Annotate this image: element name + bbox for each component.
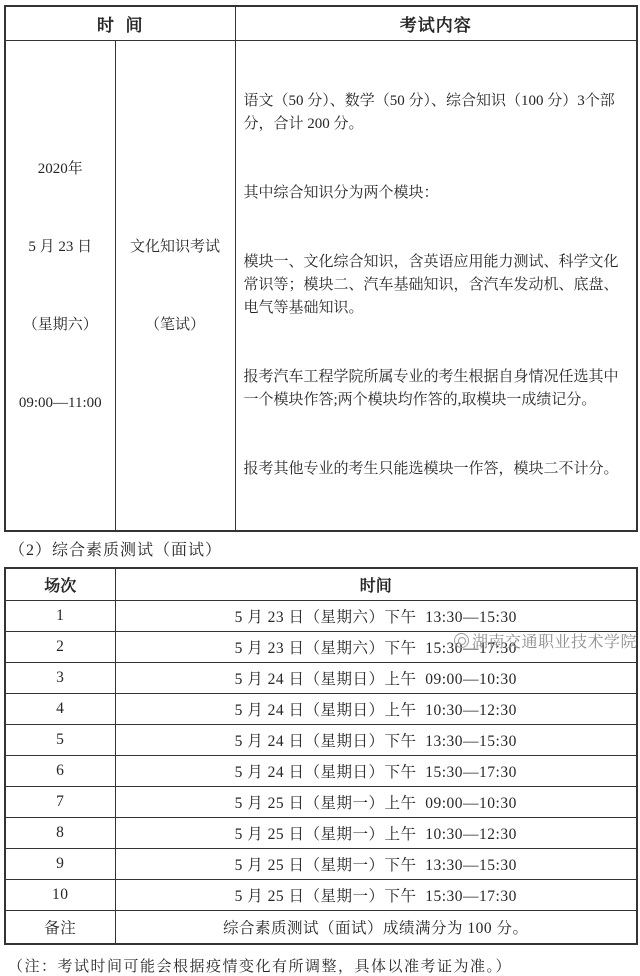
exam-content-cell: [235, 41, 637, 532]
content-paragraph: 语文（50 分）、数学（50 分）、综合知识（100 分）3个部分，合计 200 分。: [243, 93, 615, 132]
table1-header-content: 考试内容: [235, 6, 637, 41]
section-heading: （2）综合素质测试（面试）: [9, 542, 223, 559]
exam-weekday: （星期六）: [22, 316, 98, 333]
exam-name-line2: （笔试）: [144, 316, 205, 333]
session-number: 5: [5, 725, 115, 756]
exam-datetime-cell: [5, 41, 115, 532]
table-row: [5, 818, 637, 849]
session-number: 9: [5, 849, 115, 880]
session-number: 10: [5, 880, 115, 911]
content-paragraph: 其中综合知识分为两个模块：: [243, 185, 439, 201]
table2-header-session: 场次: [5, 568, 115, 601]
content-paragraph: 报考汽车工程学院所属专业的考生根据自身情况任选其中一个模块作答;两个模块均作答的,取模块一成绩记分。: [243, 369, 619, 408]
session-time: 5 月 23 日（星期六）下午 15:30—17:30: [115, 632, 637, 663]
remark-text: 综合素质测试（面试）成绩满分为 100 分。: [115, 911, 637, 945]
session-time: 5 月 25 日（星期一）上午 10:30—12:30: [115, 818, 637, 849]
session-time: 5 月 25 日（星期一）下午 15:30—17:30: [115, 880, 637, 911]
table-row: [5, 41, 637, 532]
session-time: 5 月 24 日（星期日）下午 13:30—15:30: [115, 725, 637, 756]
session-number: 3: [5, 663, 115, 694]
table-row: [5, 568, 637, 601]
exam-name-cell: [115, 41, 235, 532]
table-row: [5, 663, 637, 694]
session-time: 5 月 23 日（星期六）下午 13:30—15:30: [115, 601, 637, 632]
school-logo-icon: [454, 633, 469, 648]
session-time: 5 月 24 日（星期日）上午 10:30—12:30: [115, 694, 637, 725]
exam-time-range: 09:00—11:00: [18, 394, 102, 411]
session-time: 5 月 25 日（星期一）上午 09:00—10:30: [115, 787, 637, 818]
session-number: 7: [5, 787, 115, 818]
table-row: [5, 849, 637, 880]
table-row: [5, 787, 637, 818]
table-row: [5, 880, 637, 911]
exam-name-line1: 文化知识考试: [129, 238, 220, 255]
footnote: （注：考试时间可能会根据疫情变化有所调整，具体以准考证为准。）: [8, 959, 513, 975]
table-row: [5, 756, 637, 787]
exam-date: 5 月 23 日: [28, 238, 93, 255]
session-time: 5 月 25 日（星期一）下午 13:30—15:30: [115, 849, 637, 880]
table-row: [5, 601, 637, 632]
watermark: [454, 629, 637, 652]
session-time: 5 月 24 日（星期日）上午 09:00—10:30: [115, 663, 637, 694]
table1-header-time: 时 间: [5, 6, 235, 41]
watermark-text: 湖南交通职业技术学院: [471, 634, 637, 651]
exam-year: 2020年: [37, 160, 83, 177]
session-number: 6: [5, 756, 115, 787]
content-paragraph: 报考其他专业的考生只能选模块一作答，模块二不计分。: [243, 461, 619, 477]
session-time: 5 月 24 日（星期日）下午 15:30—17:30: [115, 756, 637, 787]
table-row: [5, 6, 637, 41]
interview-schedule-table: [4, 567, 638, 945]
remark-row: [5, 911, 637, 945]
table2-header-time: 时间: [115, 568, 637, 601]
written-exam-table: [4, 5, 638, 532]
session-number: 2: [5, 632, 115, 663]
session-number: 1: [5, 601, 115, 632]
remark-label: 备注: [5, 911, 115, 945]
content-paragraph: 模块一、文化综合知识，含英语应用能力测试、科学文化常识等；模块二、汽车基础知识，含汽车发动机、底盘、电气等基础知识。: [243, 254, 619, 316]
table-row: [5, 694, 637, 725]
session-number: 8: [5, 818, 115, 849]
table-row: [5, 725, 637, 756]
session-number: 4: [5, 694, 115, 725]
